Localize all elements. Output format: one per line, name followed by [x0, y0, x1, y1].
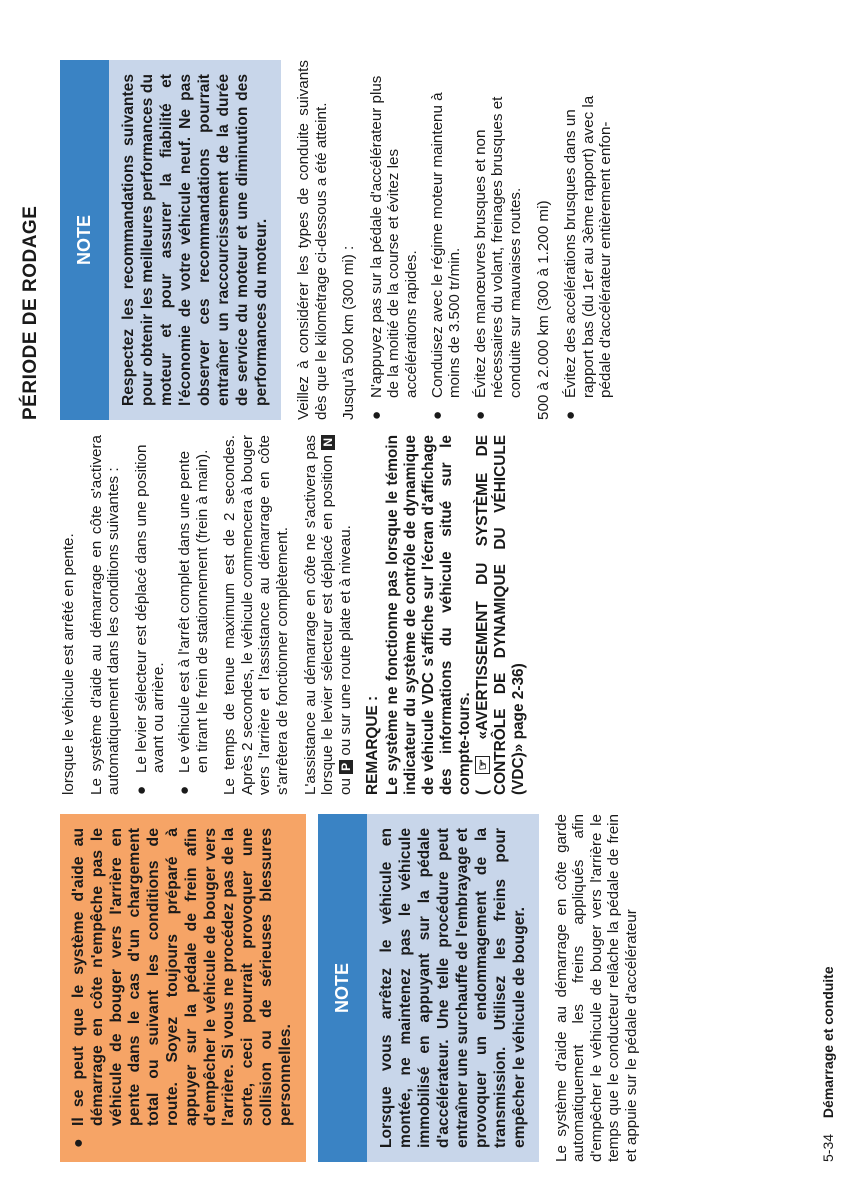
paragraph: Le système d'aide au démarrage en côte s'activera automatiquement dans les conditions suivantes : — [87, 435, 123, 795]
paragraph: 500 à 2.000 km (300 à 1.200 mi) — [534, 200, 552, 420]
break-in-list-1 — [368, 60, 525, 420]
bullet-icon: ● — [367, 410, 385, 420]
list-item: ● Évitez des manœuvres brusques et non nécessaires du volant, freinages brusques et conduite sur mauvaises routes. — [471, 96, 524, 420]
bullet-icon: ● — [562, 410, 580, 420]
bullet-icon: ● — [471, 410, 489, 420]
hill-start-paragraph: Le système d'aide au démarrage en côte garde automatiquement les freins appliqués afin d'empêcher le véhicule de bouger vers l'arrière le temps que le conducteur relâche la pédale de frein et appuie sur le pédale d'accélérateur — [552, 814, 640, 1162]
bullet-icon: ● — [132, 785, 150, 795]
note-text: Lorsque vous arrêtez le véhicule en montée, ne maintenez pas le véhicule immobilisé en appuyant sur la pédale d'accélérateur. Une telle procédure peut entraîner une surchauffe de l'embrayage et provoquer un endommagement de la transmission. Utilisez les freins pour empêcher le véhicule de bouger. — [367, 814, 539, 1162]
column-left — [60, 814, 651, 1162]
column-middle — [60, 435, 528, 795]
paragraph: Le temps de tenue maximum est de 2 secondes. Après 2 secondes, le véhicule commencera à bouger vers l'arrière et l'assistance au démarrage en côte s'arrêtera de fonctionner complètement. — [221, 435, 291, 795]
note-box-left — [318, 814, 539, 1162]
remark-text: Le système ne fonctionne pas lorsque le témoin indicateur du système de contrôle de dynamique de véhicule VDC s'affiche sur l'écran d'affichage des informations du véhicule situé sur le compte-tours. — [384, 435, 474, 795]
bullet-icon: ● — [70, 1138, 87, 1148]
conditions-list — [133, 435, 211, 795]
paragraph: L'assistance au démarrage en côte ne s'activera pas lorsque le levier sélecteur est déplacé en position N ou P ou sur une route plate et à niveau. — [301, 435, 354, 795]
remark-heading: REMARQUE : — [364, 695, 382, 795]
bullet-icon: ● — [428, 410, 446, 420]
column-right — [60, 60, 625, 420]
note-title: NOTE — [318, 814, 367, 1162]
gear-p-icon: P — [339, 760, 353, 774]
warning-box — [60, 814, 306, 1162]
footer-section: Démarrage et conduite — [820, 966, 836, 1119]
list-item: ● Conduisez avec le régime moteur maintenu à moins de 3.500 tr/min. — [428, 92, 464, 420]
note-box-right — [60, 60, 281, 420]
section-title: PÉRIODE DE RODAGE — [20, 205, 41, 420]
note-text: Respectez les recommandations suivantes pour obtenir les meilleures performances du moteur et pour assurer la fiabilité et l'économie de votre véhicule neuf. Ne pas observer ces recommandations pourrait entraîner un raccourcissement de la durée de service du moteur et une diminution des performances du moteur. — [109, 60, 281, 420]
paragraph: lorsque le véhicule est arrêté en pente. — [60, 533, 77, 795]
paragraph: Veillez à considérer les types de conduite suivants dès que le kilométrage ci-dessous a été atteint. — [295, 60, 330, 420]
list-item: ● Évitez des accélérations brusques dans un rapport bas (du 1er au 3ème rapport) avec la pédale d'accélérateur entièrement enfon- — [562, 95, 615, 420]
note-title: NOTE — [60, 60, 109, 420]
paragraph: Jusqu'à 500 km (300 mi) : — [340, 245, 358, 420]
list-item: ● N'appuyez pas sur la pédale d'accélérateur plus de la moitié de la course et évitez les accélérations rapides. — [367, 75, 420, 420]
bullet-icon: ● — [175, 785, 193, 795]
page-number: 5-34 — [820, 1133, 836, 1162]
list-item: ● Le véhicule est à l'arrêt complet dans une pente en tirant le frein de stationnement (frein à main). — [175, 449, 211, 795]
page-footer — [820, 966, 836, 1162]
break-in-list-2 — [562, 60, 615, 420]
remark-reference: ( ☞ «AVERTISSEMENT DU SYSTÈME DE CONTRÔLE DE DYNAMIQUE DU VÉHICULE (VDC)» page 2-36) — [474, 435, 528, 795]
warning-text: Il se peut que le système d'aide au démarrage en côte n'empêche pas le véhicule de bouger vers l'arrière en pente dans le cas d'un chargement total ou suivant les conditions de route. Soyez toujours préparé à appuyer sur la pédale de frein afin d'empêcher le véhicule de bouger vers l'arrière. Si vous ne procédez pas de la sorte, ceci pourrait provoquer une collision ou de sérieuses blessures personnelles. — [70, 828, 294, 1126]
reference-icon: ☞ — [475, 756, 490, 774]
list-item: ● Le levier sélecteur est déplacé dans une position avant ou arrière. — [132, 444, 168, 795]
gear-n-icon: N — [321, 435, 335, 450]
